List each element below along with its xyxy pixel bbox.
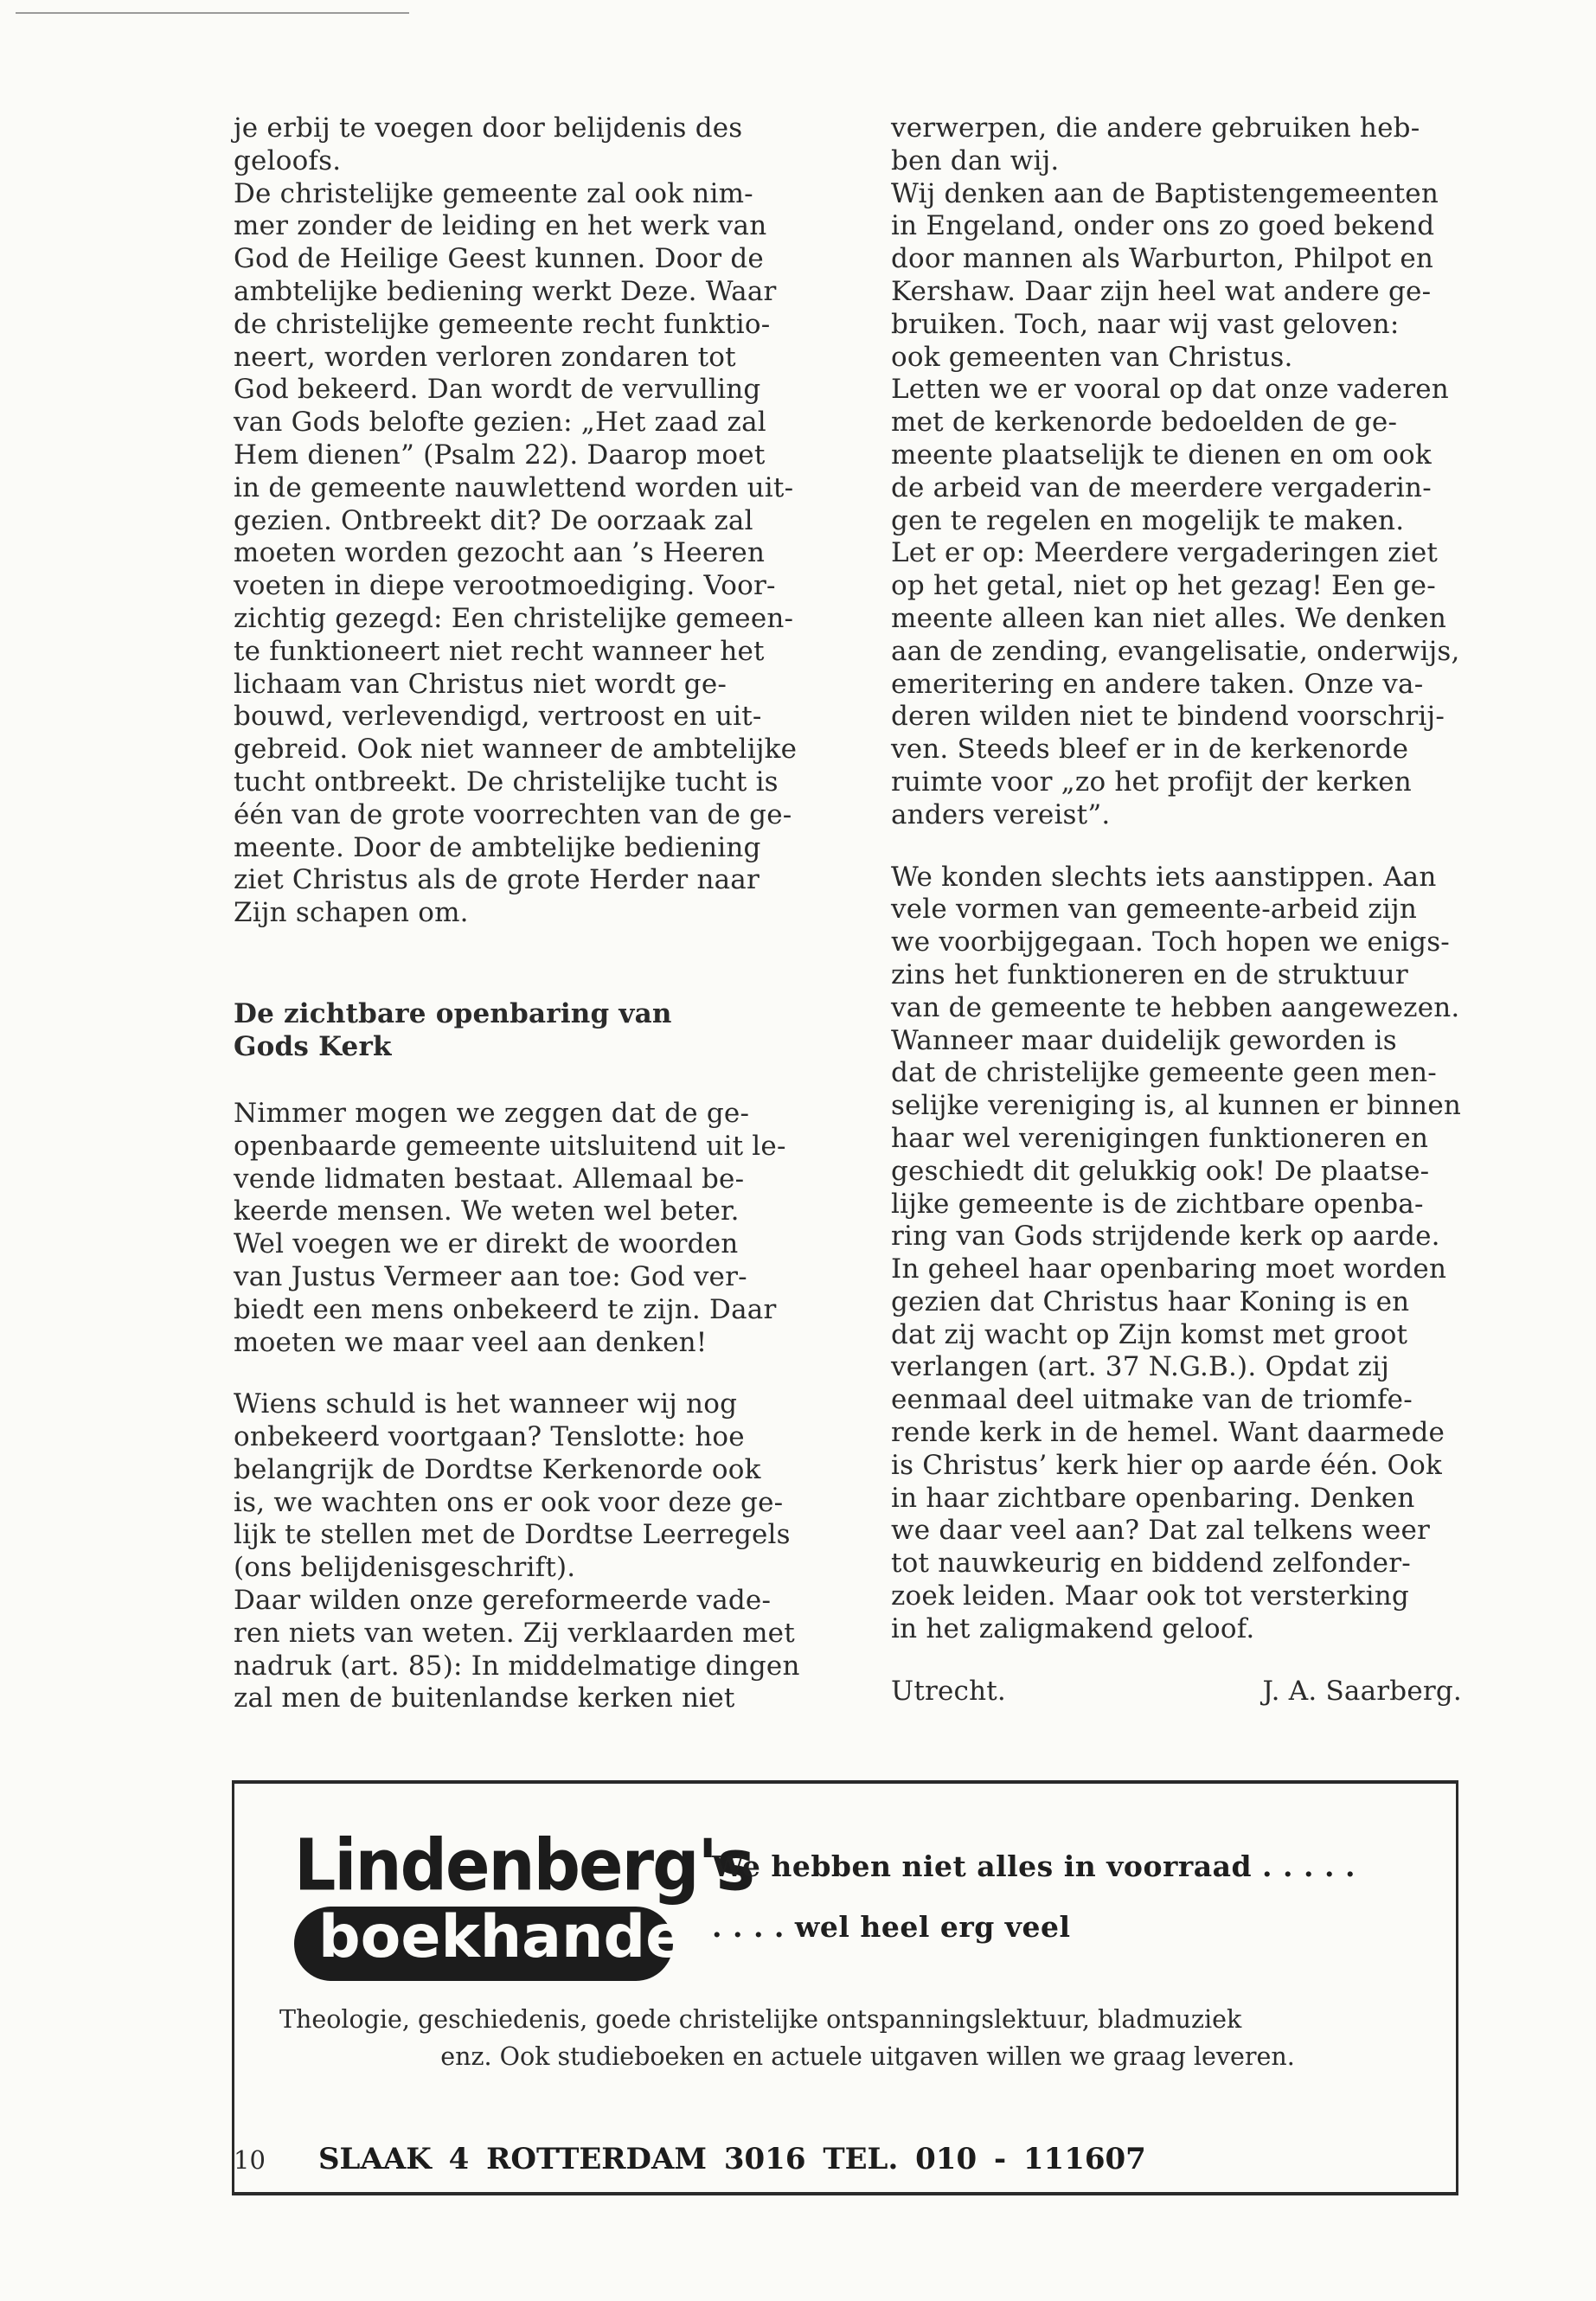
ad-slogan-line1: We hebben niet alles in voorraad . . . . . <box>712 1849 1356 1883</box>
signoff-place: Utrecht. <box>891 1675 1006 1707</box>
paragraph: verwerpen, die andere gebruiken heb- ben dan wij. <box>891 112 1420 176</box>
paragraph: Letten we er vooral op dat onze vaderen met de kerkenorde bedoelden de ge- meente plaatselijk te dienen en om ook de arbeid van de meerdere vergaderin- gen te regelen en mogelijk te maken. Let er op: Meerdere vergaderingen ziet op het getal, niet op het gezag! Een ge- meente alleen kan niet alles. We denken aan de zending, evangelisatie, onderwijs, emeritering en andere taken. Onze va- deren wilden niet te bindend voorschrij- ven. Steeds bleef er in de kerkenorde ruimte voor „zo het profijt der kerken anders vereist”. <box>891 374 1460 830</box>
signoff <box>891 1676 1462 1708</box>
ad-description-line2: enz. Ook studieboeken en actuele uitgaven willen we graag leveren. <box>440 2042 1295 2071</box>
page-number: 10 <box>234 2145 266 2175</box>
paragraph: Wij denken aan de Baptistengemeenten in Engeland, onder ons zo goed bekend door mannen als Warburton, Philpot en Kershaw. Daar zijn heel wat andere ge- bruiken. Toch, naar wij vast geloven: ook gemeenten van Christus. <box>891 177 1439 373</box>
bookshop-logo <box>294 1823 753 1997</box>
paragraph: De christelijke gemeente zal ook nim- mer zonder de leiding en het werk van God de Heilige Geest kunnen. Door de ambtelijke bediening werkt Deze. Waar de christelijke gemeente recht funktio- neert, worden verloren zondaren tot God bekeerd. Dan wordt de vervulling van Gods belofte gezien: „Het zaad zal Hem dienen” (Psalm 22). Daarop moet in de gemeente nauwlettend worden uit- gezien. Ontbreekt dit? De oorzaak zal moeten worden gezocht aan ’s Heeren voeten in diepe verootmoediging. Voor- zichtig gezegd: Een christelijke gemeen- te funktioneert niet recht wanneer het lichaam van Christus niet wordt ge- bouwd, verlevendigd, vertroost en uit- gebreid. Ook niet wanneer de ambtelijke tucht ontbreekt. De christelijke tucht is één van de grote voorrechten van de ge- meente. Door de ambtelijke bediening ziet Christus als de grote Herder naar Zijn schapen om. <box>234 177 798 929</box>
ad-slogan-line2: . . . . wel heel erg veel <box>712 1910 1071 1944</box>
top-rule <box>16 12 409 14</box>
ad-address: SLAAK 4 ROTTERDAM 3016 TEL. 010 - 111607 <box>318 2142 1146 2176</box>
section-heading: De zichtbare openbaring van Gods Kerk <box>234 997 672 1062</box>
bookshop-advertisement <box>232 1780 1458 2195</box>
paragraph: Daar wilden onze gereformeerde vade- ren niets van weten. Zij verklaarden met nadruk (art. 85): In middelmatige dingen zal men de buitenlandse kerken niet <box>234 1585 800 1715</box>
paragraph: We konden slechts iets aanstippen. Aan vele vormen van gemeente-arbeid zijn we voorbijgegaan. Toch hopen we enigs- zins het funktioneren en de struktuur van de gemeente te hebben aangewezen. Wanneer maar duidelijk geworden is dat de christelijke gemeente geen men- selijke vereniging is, al kunnen er binnen haar wel verenigingen funktioneren en geschiedt dit gelukkig ook! De plaatse- lijke gemeente is de zichtbare openba- ring van Gods strijdende kerk op aarde. In geheel haar openbaring moet worden gezien dat Christus haar Koning is en dat zij wacht op Zijn komst met groot verlangen (art. 37 N.G.B.). Opdat zij eenmaal deel uitmake van de triomfe- rende kerk in de hemel. Want daarmede is Christus’ kerk hier op aarde één. Ook in haar zichtbare openbaring. Denken we daar veel aan? Dat zal telkens weer tot nauwkeurig en biddend zelfonder- zoek leiden. Maar ook tot versterking in het zaligmakend geloof. <box>891 861 1462 1644</box>
ad-description-line1: Theologie, geschiedenis, goede christelijke ontspanningslektuur, bladmuziek <box>279 2005 1242 2034</box>
left-column <box>234 112 809 1715</box>
paragraph: Nimmer mogen we zeggen dat de ge- openbaarde gemeente uitsluitend uit le- vende lidmaten bestaat. Allemaal be- keerde mensen. We weten wel beter. Wel voegen we er direkt de woorden van Justus Vermeer aan toe: God ver- biedt een mens onbekeerd te zijn. Daar moeten we maar veel aan denken! <box>234 1097 786 1358</box>
right-column <box>891 112 1462 1708</box>
paragraph: Wiens schuld is het wanneer wij nog onbekeerd voortgaan? Tenslotte: hoe belangrijk de Dordtse Kerkenorde ook is, we wachten ons er ook voor deze ge- lijk te stellen met de Dordtse Leerregels (ons belijdenisgeschrift). <box>234 1388 791 1584</box>
paragraph: je erbij te voegen door belijdenis des geloofs. <box>234 112 743 176</box>
signoff-author: J. A. Saarberg. <box>1262 1675 1462 1707</box>
logo-wordmark-top: Lindenberg's <box>294 1823 753 1907</box>
logo-wordmark-bottom: boekhandel <box>318 1903 706 1971</box>
